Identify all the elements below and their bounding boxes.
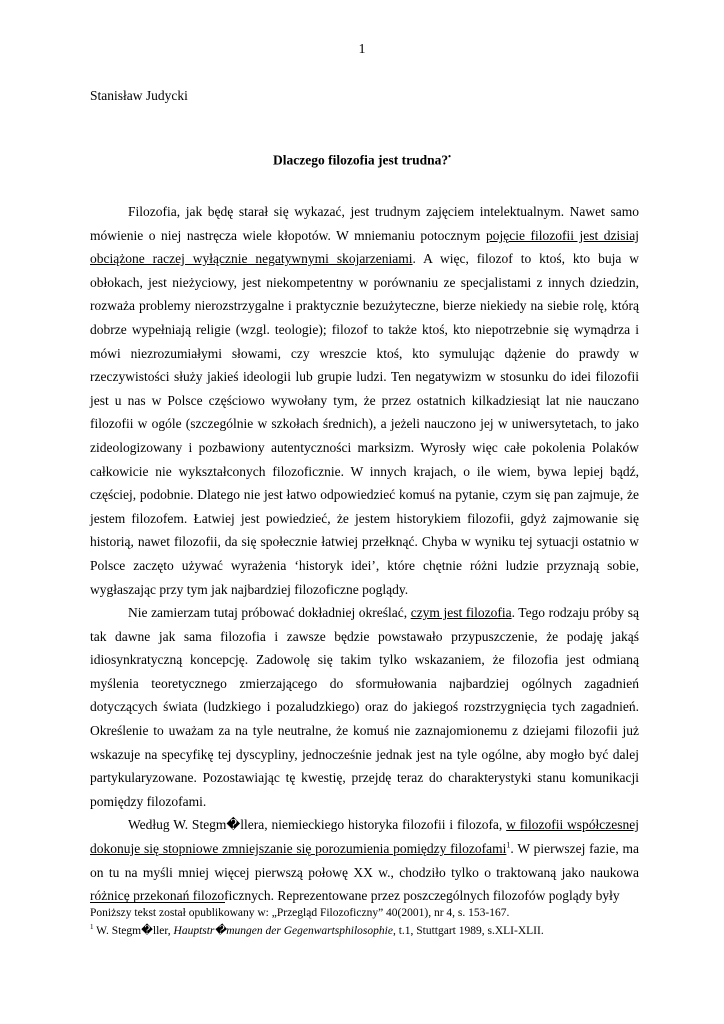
paragraph-2-text-a: Nie zamierzam tutaj próbować dokładniej określać,	[128, 605, 411, 621]
paragraph-1	[90, 200, 639, 601]
footnotes	[90, 906, 639, 938]
paragraph-3-text-b: . W pierwszej fazie, ma on tu na myśli mniej więcej pierwszą połowę XX w., chodziło tylko o traktowaną jako naukowa różnicę przekonań filozoficznych. Reprezentowane przez poszczególnych filozofów poglądy były	[90, 841, 639, 904]
footnote-title	[90, 906, 639, 920]
paragraph-1-text-b: . A więc, filozof to ktoś, kto buja w obłokach, jest nieżyciowy, jest niekompetentny w porównaniu ze specjalistami z innych dziedzin, rozważa problemy nierozstrzygalne i praktycznie bezużyteczne, bierze niekiedy na siebie rolę, którą dobrze wypełniają religie (wzgl. teologie); filozof to także ktoś, kto niepotrzebnie się wymądrza i mówi niezrozumiałymi słowami, czy wreszcie ktoś, kto symulując dążenie do prawdy w rzeczywistości służy jakieś ideologii lub grupie ludzi. Ten negatywizm w stosunku do idei filozofii jest u nas w Polsce częściowo wywołany tym, że przez ostatnich kilkadziesiąt lat nie nauczano filozofii w ogóle (szczególnie w szkołach średnich), a jeżeli nauczono jej w uniwersytetach, to jako zideologizowany i pozbawiony autentyczności marksizm. Wyrosły więc całe pokolenia Polaków całkowicie nie wykształconych filozoficznie. W innych krajach, o ile wiem, bywa lepiej bądź, częściej, podobnie. Dlatego nie jest łatwo odpowiedzieć komuś na pytanie, czym się pan zajmuje, że jestem filozofem. Łatwiej jest powiedzieć, że jestem historykiem filozofii, gdyż zajmowanie się historią, nawet filozofii, da się społecznie łatwiej przełknąć. Chyba w wyniku tej sytuacji ostatnio w Polsce zaczęto używać wyrażenia ‘historyk idei’, które chętnie różni ludzie przyznają sobie, wygłaszając przy tym jak najbardziej filozoficzne poglądy.	[90, 251, 640, 597]
footnote-title-text: Poniższy tekst został opublikowany w: „Przegląd Filozoficzny” 40(2001), nr 4, s. 153-167.	[90, 907, 510, 919]
page-number: 1	[358, 42, 366, 57]
footnote-1-text-b: , t.1, Stuttgart 1989, s.XLI-XLII.	[392, 924, 544, 937]
footnote-1-book-title: Hauptstr�mungen der Gegenwartsphilosophie	[173, 924, 393, 937]
paragraph-1-text-a: Filozofia, jak będę starał się wykazać, jest trudnym zajęciem intelektualnym. Nawet samo mówienie o niej nastręcza wiele kłopotów. W mniemaniu potocznym	[90, 204, 639, 243]
author-name: Stanisław Judycki	[90, 88, 188, 103]
paragraph-3-text-a: Według W. Stegm�llera, niemieckiego historyka filozofii i filozofa,	[128, 817, 507, 833]
article-title-text: Dlaczego filozofia jest trudna?	[273, 152, 449, 168]
paragraph-3-underlined: w filozofii współczesnej dokonuje się stopniowe zmniejszanie się porozumienia pomiędzy filozofami	[90, 817, 639, 857]
footnote-1-text-a: W. Stegm�ller,	[93, 924, 174, 937]
title-footnote-mark: •	[448, 152, 451, 161]
article-body	[90, 200, 639, 908]
footnote-1-mark: 1	[90, 923, 94, 931]
footnote-1	[90, 920, 639, 938]
paragraph-2-underlined: czym jest filozofia	[410, 605, 512, 621]
paragraph-2	[90, 601, 639, 813]
article-title	[0, 152, 724, 169]
paragraph-3	[90, 813, 639, 907]
paragraph-1-underlined: pojęcie filozofii jest dzisiaj obciążone raczej wyłącznie negatywnymi skojarzeniami	[90, 227, 640, 267]
paragraph-2-text-b: . Tego rodzaju próby są tak dawne jak sama filozofia i zawsze będzie powstawało przypuszczenie, że podaję jakąś idiosynkratyczną koncepcję. Zadowolę się takim tylko wskazaniem, że filozofia jest odmianą myślenia teoretycznego zmierzającego do sformułowania najbardziej ogólnych zagadnień dotyczących świata (ludzkiego i pozaludzkiego) oraz do jakiegoś rozstrzygnięcia tych zagadnień. Określenie to uważam za na tyle neutralne, że komuś nie zaznajomionemu z dziejami filozofii już wskazuje na specyfikę tej dyscypliny, jednocześnie jednak jest na tyle ogólne, aby mogło być dalej partykularyzowane. Pozostawiając tę kwestię, przejdę teraz do charakterystyki stanu komunikacji pomiędzy filozofami.	[90, 605, 639, 809]
footnote-reference-1: 1	[506, 840, 511, 850]
footnote-separator	[90, 902, 225, 903]
